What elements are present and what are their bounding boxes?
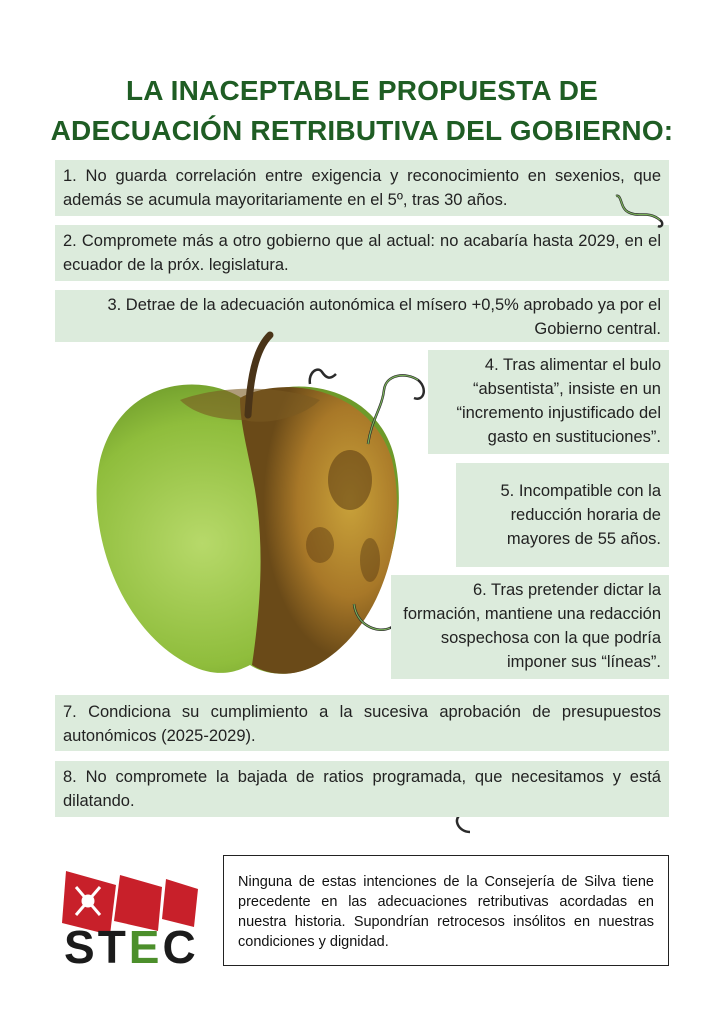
closing-note: Ninguna de estas intenciones de la Consejería de Silva tiene precedente en las adecuaciones retributivas acordadas en nuestra historia. Supondrían retrocesos insólitos en nuestras condiciones y dignidad. xyxy=(223,855,669,966)
point-5 xyxy=(456,463,669,567)
point-1-text: 1. No guarda correlación entre exigencia y reconocimiento en sexenios, que además se acumula mayoritariamente en el 5º, tras 30 años. xyxy=(63,167,661,209)
point-7-text: 7. Condiciona su cumplimiento a la sucesiva aprobación de presupuestos autonómicos (2025-2029). xyxy=(63,703,661,745)
point-5-text: 5. Incompatible con la reducción horaria de mayores de 55 años. xyxy=(500,482,661,548)
point-2-text: 2. Compromete más a otro gobierno que al actual: no acabaría hasta 2029, en el ecuador de la próx. legislatura. xyxy=(63,232,661,274)
point-3-text: 3. Detrae de la adecuación autonómica el mísero +0,5% aprobado ya por el Gobierno central. xyxy=(107,296,661,338)
worm-icon xyxy=(306,362,340,390)
point-7 xyxy=(55,695,669,751)
point-1 xyxy=(55,160,669,216)
page-title-line-1: LA INACEPTABLE PROPUESTA DE xyxy=(125,75,599,106)
worm-icon xyxy=(608,190,668,235)
worm-icon xyxy=(362,368,432,448)
point-2 xyxy=(55,225,669,281)
point-4-text: 4. Tras alimentar el bulo “absentista”, insiste en un “incremento injustificado del gasto en sustituciones”. xyxy=(456,356,661,446)
point-8 xyxy=(55,761,669,817)
page-title-line-2: ADECUACIÓN RETRIBUTIVA DEL GOBIERNO: xyxy=(50,115,674,146)
point-6-text: 6. Tras pretender dictar la formación, mantiene una redacción sospechosa con la que podría imponer sus “líneas”. xyxy=(403,581,661,671)
point-4 xyxy=(428,350,669,454)
stec-logo-text: STEC xyxy=(64,921,199,973)
point-6 xyxy=(391,575,669,679)
point-8-text: 8. No compromete la bajada de ratios programada, que necesitamos y está dilatando. xyxy=(63,768,661,810)
